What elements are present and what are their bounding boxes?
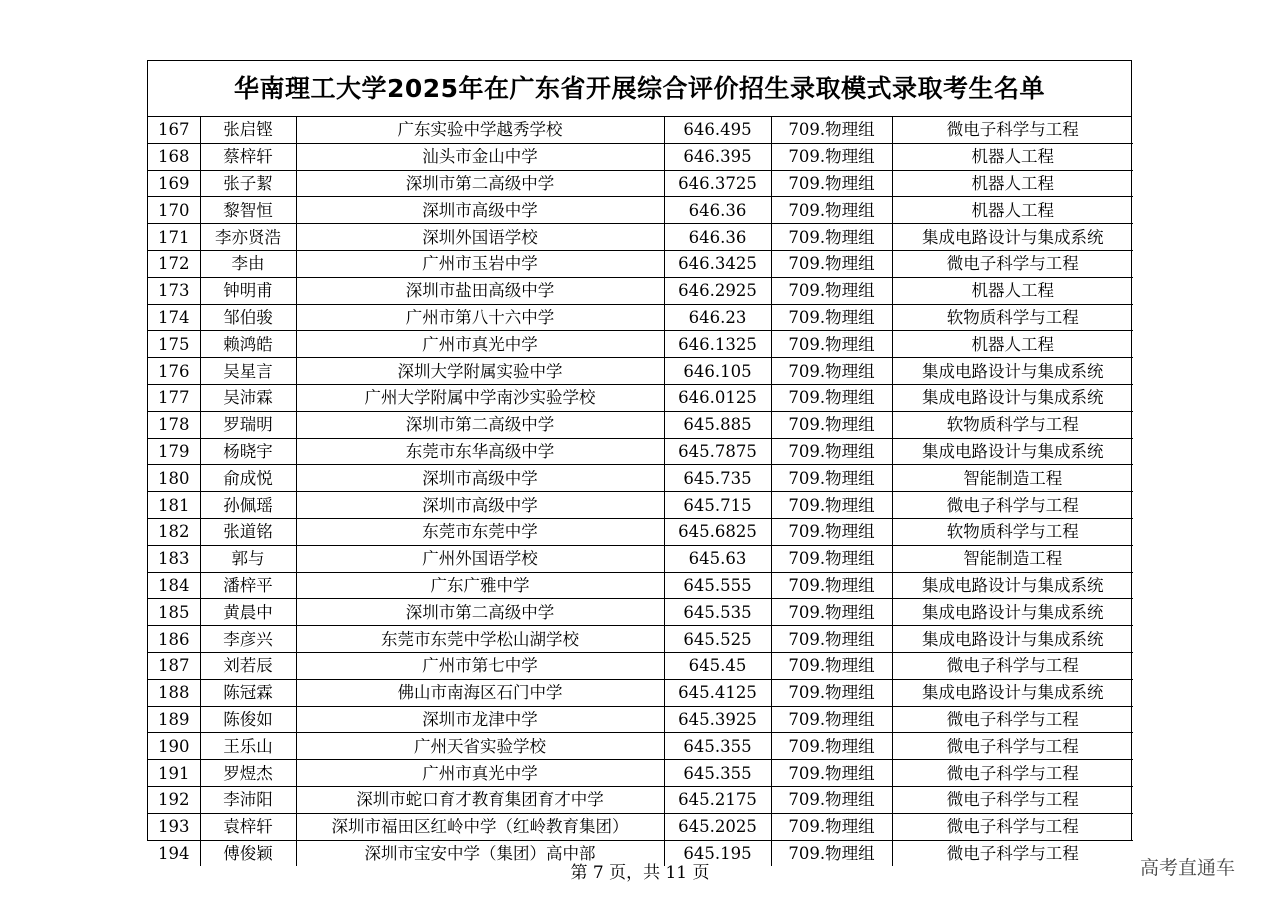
student-name-cell: 张道铭 — [200, 518, 296, 545]
group-cell: 709.物理组 — [771, 733, 892, 760]
score-cell: 645.355 — [664, 733, 771, 760]
school-cell: 深圳市高级中学 — [296, 197, 664, 224]
student-name-cell: 罗煜杰 — [200, 760, 296, 787]
student-name-cell: 钟明甫 — [200, 277, 296, 304]
table-row — [148, 786, 1133, 813]
major-cell: 集成电路设计与集成系统 — [892, 626, 1133, 653]
major-cell: 智能制造工程 — [892, 465, 1133, 492]
score-cell: 645.885 — [664, 411, 771, 438]
major-cell: 机器人工程 — [892, 170, 1133, 197]
school-cell: 深圳大学附属实验中学 — [296, 358, 664, 385]
major-cell: 微电子科学与工程 — [892, 117, 1133, 143]
group-cell: 709.物理组 — [771, 465, 892, 492]
school-cell: 深圳市盐田高级中学 — [296, 277, 664, 304]
student-name-cell: 李由 — [200, 250, 296, 277]
major-cell: 微电子科学与工程 — [892, 840, 1133, 866]
group-cell: 709.物理组 — [771, 277, 892, 304]
school-cell: 深圳市福田区红岭中学（红岭教育集团） — [296, 813, 664, 840]
score-cell: 645.355 — [664, 760, 771, 787]
table-row — [148, 170, 1133, 197]
major-cell: 集成电路设计与集成系统 — [892, 358, 1133, 385]
major-cell: 集成电路设计与集成系统 — [892, 679, 1133, 706]
score-cell: 645.4125 — [664, 679, 771, 706]
score-cell: 645.2175 — [664, 786, 771, 813]
student-name-cell: 潘梓平 — [200, 572, 296, 599]
group-cell: 709.物理组 — [771, 518, 892, 545]
row-number-cell: 191 — [148, 760, 200, 787]
row-number-cell: 188 — [148, 679, 200, 706]
score-cell: 645.45 — [664, 652, 771, 679]
table-row — [148, 518, 1133, 545]
score-cell: 645.195 — [664, 840, 771, 866]
major-cell: 智能制造工程 — [892, 545, 1133, 572]
school-cell: 深圳市高级中学 — [296, 465, 664, 492]
school-cell: 深圳市蛇口育才教育集团育才中学 — [296, 786, 664, 813]
student-name-cell: 邹伯骏 — [200, 304, 296, 331]
student-name-cell: 黎智恒 — [200, 197, 296, 224]
major-cell: 微电子科学与工程 — [892, 813, 1133, 840]
score-cell: 646.1325 — [664, 331, 771, 358]
major-cell: 集成电路设计与集成系统 — [892, 438, 1133, 465]
table-row — [148, 143, 1133, 170]
student-name-cell: 张启铿 — [200, 117, 296, 143]
row-number-cell: 169 — [148, 170, 200, 197]
table-row — [148, 760, 1133, 787]
major-cell: 微电子科学与工程 — [892, 706, 1133, 733]
table-row — [148, 492, 1133, 519]
table-row — [148, 197, 1133, 224]
row-number-cell: 186 — [148, 626, 200, 653]
school-cell: 深圳市第二高级中学 — [296, 599, 664, 626]
score-cell: 645.735 — [664, 465, 771, 492]
row-number-cell: 182 — [148, 518, 200, 545]
row-number-cell: 184 — [148, 572, 200, 599]
table-row — [148, 117, 1133, 143]
student-name-cell: 张子絜 — [200, 170, 296, 197]
student-name-cell: 袁梓轩 — [200, 813, 296, 840]
table-row — [148, 250, 1133, 277]
group-cell: 709.物理组 — [771, 626, 892, 653]
major-cell: 集成电路设计与集成系统 — [892, 599, 1133, 626]
table-row — [148, 545, 1133, 572]
school-cell: 东莞市东莞中学松山湖学校 — [296, 626, 664, 653]
row-number-cell: 176 — [148, 358, 200, 385]
row-number-cell: 183 — [148, 545, 200, 572]
major-cell: 机器人工程 — [892, 277, 1133, 304]
student-name-cell: 傅俊颖 — [200, 840, 296, 866]
row-number-cell: 190 — [148, 733, 200, 760]
table-row — [148, 411, 1133, 438]
student-name-cell: 罗瑞明 — [200, 411, 296, 438]
row-number-cell: 177 — [148, 384, 200, 411]
page-number: 第 7 页，共 11 页 — [570, 863, 710, 883]
school-cell: 东莞市东莞中学 — [296, 518, 664, 545]
school-cell: 广州市真光中学 — [296, 331, 664, 358]
major-cell: 微电子科学与工程 — [892, 760, 1133, 787]
score-cell: 646.3425 — [664, 250, 771, 277]
group-cell: 709.物理组 — [771, 599, 892, 626]
student-name-cell: 李彦兴 — [200, 626, 296, 653]
group-cell: 709.物理组 — [771, 411, 892, 438]
score-cell: 645.715 — [664, 492, 771, 519]
group-cell: 709.物理组 — [771, 786, 892, 813]
school-cell: 广州大学附属中学南沙实验学校 — [296, 384, 664, 411]
student-name-cell: 杨晓宇 — [200, 438, 296, 465]
score-cell: 646.495 — [664, 117, 771, 143]
table-row — [148, 384, 1133, 411]
school-cell: 深圳市第二高级中学 — [296, 170, 664, 197]
school-cell: 广州外国语学校 — [296, 545, 664, 572]
group-cell: 709.物理组 — [771, 438, 892, 465]
row-number-cell: 189 — [148, 706, 200, 733]
group-cell: 709.物理组 — [771, 760, 892, 787]
admission-table — [148, 117, 1133, 866]
group-cell: 709.物理组 — [771, 840, 892, 866]
table-row — [148, 813, 1133, 840]
group-cell: 709.物理组 — [771, 143, 892, 170]
row-number-cell: 175 — [148, 331, 200, 358]
group-cell: 709.物理组 — [771, 250, 892, 277]
table-row — [148, 679, 1133, 706]
score-cell: 645.63 — [664, 545, 771, 572]
score-cell: 645.525 — [664, 626, 771, 653]
row-number-cell: 185 — [148, 599, 200, 626]
table-row — [148, 706, 1133, 733]
table-row — [148, 626, 1133, 653]
row-number-cell: 172 — [148, 250, 200, 277]
score-cell: 645.535 — [664, 599, 771, 626]
table-row — [148, 572, 1133, 599]
row-number-cell: 168 — [148, 143, 200, 170]
school-cell: 佛山市南海区石门中学 — [296, 679, 664, 706]
major-cell: 软物质科学与工程 — [892, 411, 1133, 438]
student-name-cell: 吴沛霖 — [200, 384, 296, 411]
student-name-cell: 刘若辰 — [200, 652, 296, 679]
group-cell: 709.物理组 — [771, 197, 892, 224]
group-cell: 709.物理组 — [771, 706, 892, 733]
group-cell: 709.物理组 — [771, 813, 892, 840]
major-cell: 软物质科学与工程 — [892, 304, 1133, 331]
score-cell: 646.3725 — [664, 170, 771, 197]
score-cell: 645.3925 — [664, 706, 771, 733]
score-cell: 645.555 — [664, 572, 771, 599]
score-cell: 646.2925 — [664, 277, 771, 304]
major-cell: 微电子科学与工程 — [892, 786, 1133, 813]
table-row — [148, 652, 1133, 679]
group-cell: 709.物理组 — [771, 358, 892, 385]
student-name-cell: 郭与 — [200, 545, 296, 572]
school-cell: 广东广雅中学 — [296, 572, 664, 599]
major-cell: 微电子科学与工程 — [892, 250, 1133, 277]
school-cell: 深圳外国语学校 — [296, 224, 664, 251]
score-cell: 646.105 — [664, 358, 771, 385]
table-row — [148, 438, 1133, 465]
table-row — [148, 304, 1133, 331]
row-number-cell: 180 — [148, 465, 200, 492]
major-cell: 微电子科学与工程 — [892, 492, 1133, 519]
watermark-text: 高考直通车 — [1140, 857, 1236, 879]
row-number-cell: 194 — [148, 840, 200, 866]
score-cell: 646.395 — [664, 143, 771, 170]
school-cell: 广东实验中学越秀学校 — [296, 117, 664, 143]
student-name-cell: 陈俊如 — [200, 706, 296, 733]
student-name-cell: 陈冠霖 — [200, 679, 296, 706]
group-cell: 709.物理组 — [771, 170, 892, 197]
group-cell: 709.物理组 — [771, 331, 892, 358]
row-number-cell: 171 — [148, 224, 200, 251]
major-cell: 机器人工程 — [892, 197, 1133, 224]
row-number-cell: 187 — [148, 652, 200, 679]
student-name-cell: 黄晨中 — [200, 599, 296, 626]
major-cell: 软物质科学与工程 — [892, 518, 1133, 545]
school-cell: 东莞市东华高级中学 — [296, 438, 664, 465]
school-cell: 广州市第八十六中学 — [296, 304, 664, 331]
school-cell: 广州天省实验学校 — [296, 733, 664, 760]
school-cell: 广州市玉岩中学 — [296, 250, 664, 277]
group-cell: 709.物理组 — [771, 117, 892, 143]
table-row — [148, 224, 1133, 251]
student-name-cell: 李沛阳 — [200, 786, 296, 813]
table-row — [148, 465, 1133, 492]
student-name-cell: 王乐山 — [200, 733, 296, 760]
major-cell: 微电子科学与工程 — [892, 652, 1133, 679]
table-row — [148, 599, 1133, 626]
table-row — [148, 277, 1133, 304]
row-number-cell: 179 — [148, 438, 200, 465]
score-cell: 646.36 — [664, 197, 771, 224]
score-cell: 646.36 — [664, 224, 771, 251]
group-cell: 709.物理组 — [771, 652, 892, 679]
table-row — [148, 331, 1133, 358]
score-cell: 646.0125 — [664, 384, 771, 411]
group-cell: 709.物理组 — [771, 572, 892, 599]
student-name-cell: 孙佩瑶 — [200, 492, 296, 519]
row-number-cell: 167 — [148, 117, 200, 143]
major-cell: 集成电路设计与集成系统 — [892, 384, 1133, 411]
group-cell: 709.物理组 — [771, 492, 892, 519]
group-cell: 709.物理组 — [771, 545, 892, 572]
admission-list-sheet — [147, 60, 1132, 863]
student-name-cell: 俞成悦 — [200, 465, 296, 492]
group-cell: 709.物理组 — [771, 679, 892, 706]
major-cell: 集成电路设计与集成系统 — [892, 572, 1133, 599]
student-name-cell: 吴星言 — [200, 358, 296, 385]
table-row — [148, 358, 1133, 385]
school-cell: 深圳市高级中学 — [296, 492, 664, 519]
school-cell: 深圳市宝安中学（集团）高中部 — [296, 840, 664, 866]
score-cell: 645.2025 — [664, 813, 771, 840]
row-number-cell: 178 — [148, 411, 200, 438]
group-cell: 709.物理组 — [771, 384, 892, 411]
school-cell: 汕头市金山中学 — [296, 143, 664, 170]
row-number-cell: 174 — [148, 304, 200, 331]
score-cell: 645.7875 — [664, 438, 771, 465]
school-cell: 广州市真光中学 — [296, 760, 664, 787]
row-number-cell: 193 — [148, 813, 200, 840]
score-cell: 646.23 — [664, 304, 771, 331]
student-name-cell: 李亦贤浩 — [200, 224, 296, 251]
major-cell: 微电子科学与工程 — [892, 733, 1133, 760]
major-cell: 机器人工程 — [892, 331, 1133, 358]
student-name-cell: 赖鸿皓 — [200, 331, 296, 358]
school-cell: 广州市第七中学 — [296, 652, 664, 679]
school-cell: 深圳市龙津中学 — [296, 706, 664, 733]
row-number-cell: 173 — [148, 277, 200, 304]
document-title: 华南理工大学2025年在广东省开展综合评价招生录取模式录取考生名单 — [148, 61, 1131, 117]
score-cell: 645.6825 — [664, 518, 771, 545]
student-name-cell: 蔡梓轩 — [200, 143, 296, 170]
table-row — [148, 733, 1133, 760]
group-cell: 709.物理组 — [771, 304, 892, 331]
row-number-cell: 192 — [148, 786, 200, 813]
row-number-cell: 181 — [148, 492, 200, 519]
major-cell: 机器人工程 — [892, 143, 1133, 170]
major-cell: 集成电路设计与集成系统 — [892, 224, 1133, 251]
group-cell: 709.物理组 — [771, 224, 892, 251]
school-cell: 深圳市第二高级中学 — [296, 411, 664, 438]
row-number-cell: 170 — [148, 197, 200, 224]
